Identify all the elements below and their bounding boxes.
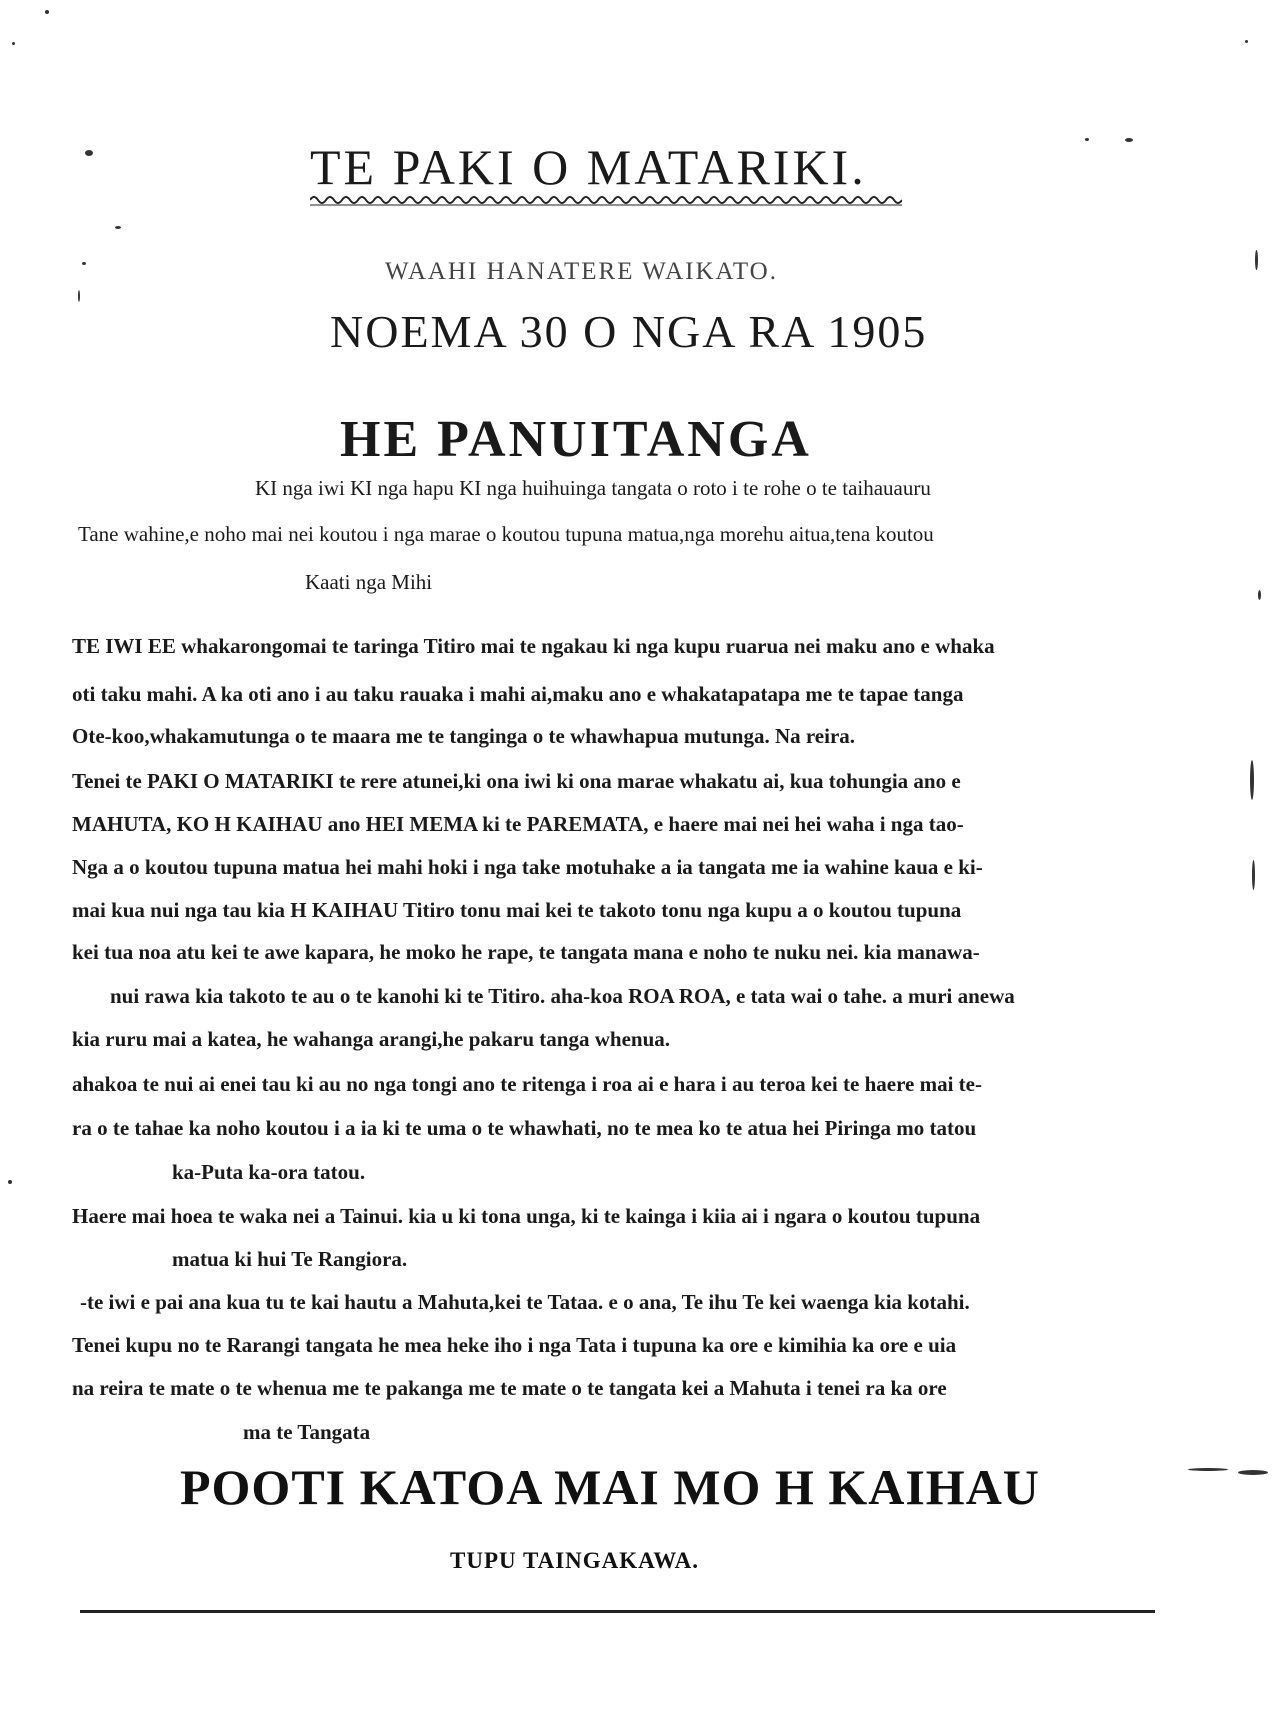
scan-speck	[1252, 860, 1255, 890]
body-line: ahakoa te nui ai enei tau ki au no nga tongi ano te ritenga i roa ai e hara i au teroa kei te haere mai te-	[72, 1072, 982, 1096]
body-line: kia ruru mai a katea, he wahanga arangi,he pakaru tanga whenua.	[72, 1027, 670, 1051]
intro-line: Tane wahine,e noho mai nei koutou i nga marae o koutou tupuna matua,nga morehu aitua,tena koutou	[78, 522, 934, 546]
body-line: Tenei kupu no te Rarangi tangata he mea heke iho i nga Tata i tupuna ka ore e kimihia ka ore e uia	[72, 1333, 957, 1357]
scan-speck	[78, 290, 80, 302]
scan-speck	[1085, 138, 1089, 141]
scan-speck	[1255, 250, 1258, 270]
notice-heading: HE PANUITANGA	[340, 411, 812, 468]
signature: TUPU TAINGAKAWA.	[450, 1548, 700, 1573]
body-line: Nga a o koutou tupuna matua hei mahi hoki i nga take motuhake a ia tangata me ia wahine kaua e ki-	[72, 855, 983, 879]
body-line: ra o te tahae ka noho koutou i a ia ki te uma o te whawhati, no te mea ko te atua hei Piringa mo tatou	[72, 1116, 977, 1140]
intro-line: Kaati nga Mihi	[305, 570, 433, 594]
subtitle-date: NOEMA 30 O NGA RA 1905	[330, 306, 928, 357]
scan-speck	[85, 150, 93, 156]
body-line: matua ki hui Te Rangiora.	[172, 1247, 408, 1271]
intro-line: KI nga iwi KI nga hapu KI nga huihuinga tangata o roto i te rohe o te taihauauru	[255, 476, 931, 500]
scan-speck	[1125, 138, 1133, 142]
body-line: na reira te mate o te whenua me te pakanga me te mate o te tangata kei a Mahuta i tenei ra ka ore	[72, 1376, 947, 1400]
scan-speck	[1258, 590, 1261, 600]
footer-title: POOTI KATOA MAI MO H KAIHAU	[180, 1459, 1040, 1515]
body-line: TE IWI EE whakarongomai te taringa Titiro mai te ngakau ki nga kupu ruarua nei maku ano e whaka	[72, 634, 995, 658]
body-line: kei tua noa atu kei te awe kapara, he moko he rape, te tangata mana e noho te nuku nei. kia manawa-	[72, 940, 980, 964]
body-line: oti taku mahi. A ka oti ano i au taku rauaka i mahi ai,maku ano e whakatapatapa me te tapae tanga	[72, 682, 964, 706]
poster-title: TE PAKI O MATARIKI.	[310, 139, 867, 195]
scan-speck	[115, 226, 121, 229]
scan-speck	[1238, 1470, 1268, 1475]
scan-speck	[82, 262, 86, 265]
body-line: mai kua nui nga tau kia H KAIHAU Titiro tonu mai kei te takoto tonu nga kupu a o koutou tupuna	[72, 898, 962, 922]
body-line: Tenei te PAKI O MATARIKI te rere atunei,ki ona iwi ki ona marae whakatu ai, kua tohungia ano e	[72, 769, 961, 793]
body-line: Haere mai hoea te waka nei a Tainui. kia u ki tona unga, ki te kainga i kiia ai i ngara o koutou tupuna	[72, 1204, 981, 1228]
scan-speck	[8, 1180, 12, 1184]
scan-speck	[1188, 1468, 1228, 1471]
scan-speck	[1250, 760, 1254, 800]
body-line: -te iwi e pai ana kua tu te kai hautu a Mahuta,kei te Tataa. e o ana, Te ihu Te kei waenga kia kotahi.	[80, 1290, 970, 1314]
scan-speck	[12, 42, 15, 45]
scan-speck	[1245, 40, 1248, 43]
bottom-rule	[80, 1610, 1155, 1613]
title-wavy-rule	[310, 193, 902, 207]
body-line: ka-Puta ka-ora tatou.	[172, 1160, 366, 1184]
scan-speck	[45, 10, 49, 14]
subtitle-place: WAAHI HANATERE WAIKATO.	[385, 258, 778, 285]
body-line: ma te Tangata	[243, 1420, 371, 1444]
body-line: MAHUTA, KO H KAIHAU ano HEI MEMA ki te PAREMATA, e haere mai nei hei waha i nga tao-	[72, 812, 964, 836]
body-line: nui rawa kia takoto te au o te kanohi ki te Titiro. aha-koa ROA ROA, e tata wai o tahe. a muri anewa	[110, 984, 1015, 1008]
body-line: Ote-koo,whakamutunga o te maara me te tanginga o te whawhapua mutunga. Na reira.	[72, 724, 856, 748]
